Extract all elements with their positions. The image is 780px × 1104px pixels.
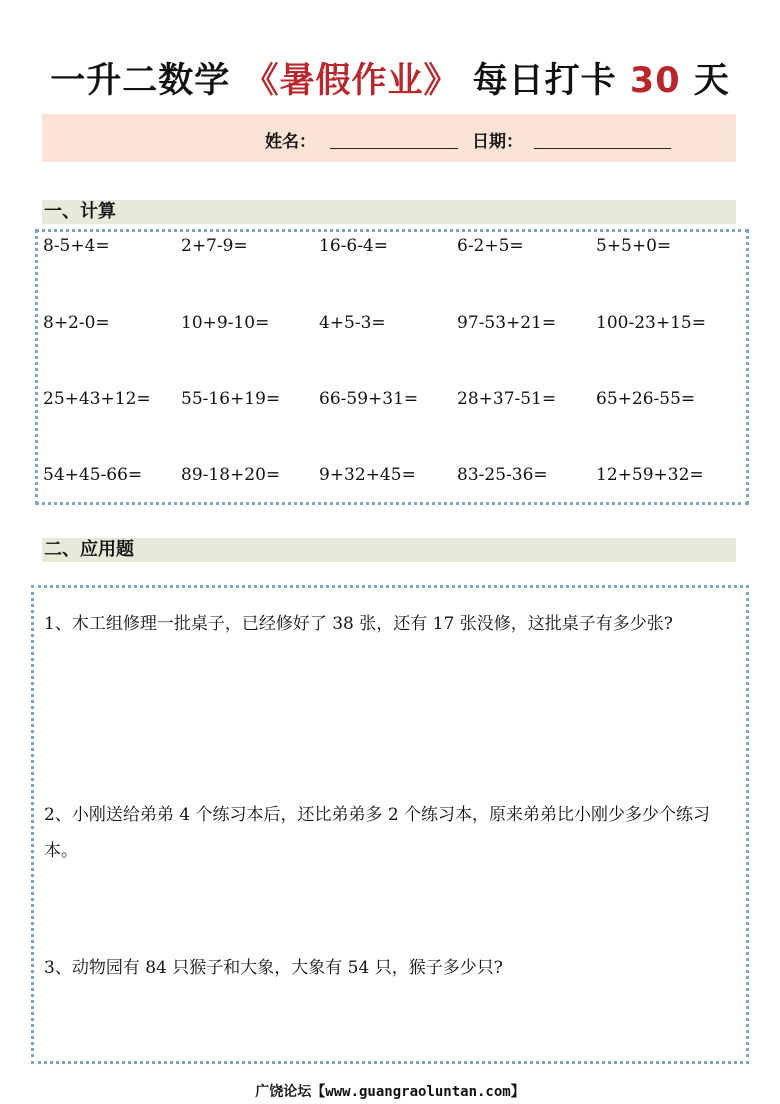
page-title (0, 56, 780, 106)
calc-box (35, 229, 749, 505)
title-number: 30 (629, 61, 681, 101)
calc-item: 100-23+15= (596, 313, 706, 333)
date-line[interactable] (534, 148, 671, 149)
calc-item: 89-18+20= (181, 465, 281, 485)
calc-item: 97-53+21= (457, 313, 557, 333)
calc-item: 4+5-3= (319, 313, 386, 333)
section-heading-calc: 一、计算 (42, 200, 736, 224)
calc-item: 55-16+19= (181, 389, 281, 409)
section-heading-word-problems: 二、应用题 (42, 538, 736, 562)
calc-item: 66-59+31= (319, 389, 419, 409)
word-problem-2: 2、小刚送给弟弟 4 个练习本后，还比弟弟多 2 个练习本，原来弟弟比小刚少多少个练习本。 (44, 805, 711, 861)
calc-item: 6-2+5= (457, 236, 524, 256)
calc-item: 10+9-10= (181, 313, 270, 333)
calc-item: 16-6-4= (319, 236, 388, 256)
calc-item: 65+26-55= (596, 389, 696, 409)
name-label: 姓名： (265, 132, 316, 152)
word-problem-1: 1、木工组修理一批桌子，已经修好了 38 张，还有 17 张没修，这批桌子有多少张? (44, 614, 673, 634)
calc-item: 28+37-51= (457, 389, 557, 409)
calc-item: 83-25-36= (457, 465, 548, 485)
title-text-3: 天 (693, 61, 730, 101)
calc-item: 25+43+12= (43, 389, 151, 409)
name-date-bar (42, 114, 736, 162)
calc-item: 12+59+32= (596, 465, 704, 485)
calc-item: 8-5+4= (43, 236, 110, 256)
name-line[interactable] (330, 148, 458, 149)
title-text-2: 每日打卡 (472, 61, 617, 101)
word-problem-3: 3、动物园有 84 只猴子和大象，大象有 54 只，猴子多少只? (44, 958, 503, 978)
calc-item: 5+5+0= (596, 236, 672, 256)
date-label: 日期： (472, 132, 523, 152)
title-highlight: 《暑假作业》 (243, 61, 460, 101)
footer-credit: 广饶论坛【www.guangraoluntan.com】 (255, 1084, 525, 1100)
calc-item: 9+32+45= (319, 465, 416, 485)
calc-item: 2+7-9= (181, 236, 248, 256)
title-text: 一升二数学 (50, 61, 231, 101)
calc-item: 54+45-66= (43, 465, 143, 485)
calc-item: 8+2-0= (43, 313, 110, 333)
